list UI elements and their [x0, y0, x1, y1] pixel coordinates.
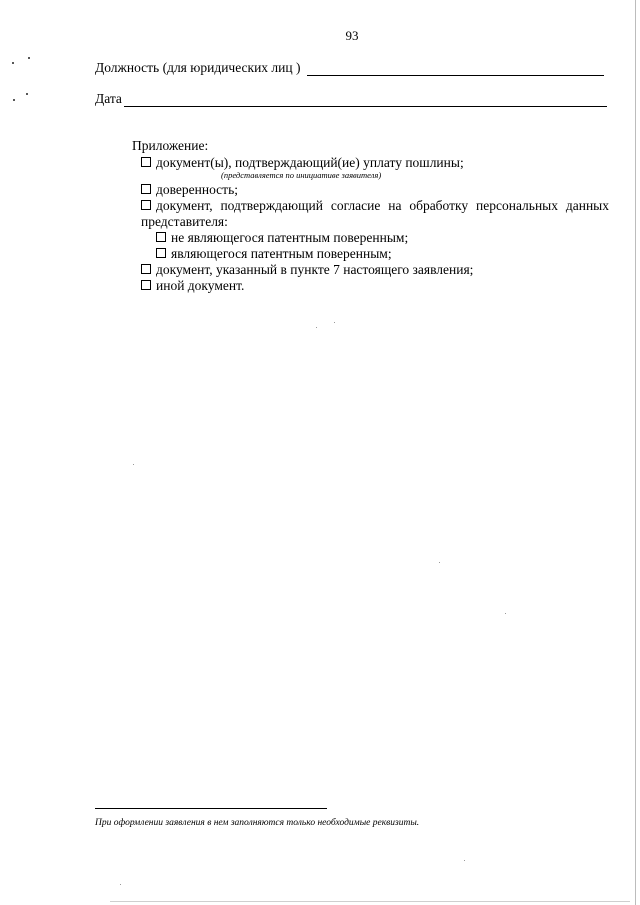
- appendix-item-label: документ, подтверждающий согласие на обработку персональных данных: [156, 198, 609, 213]
- checkbox-icon[interactable]: [156, 232, 166, 242]
- appendix: [132, 138, 609, 294]
- checkbox-icon[interactable]: [141, 184, 151, 194]
- position-field: [95, 60, 604, 76]
- checkbox-icon[interactable]: [141, 280, 151, 290]
- position-field-label: Должность (для юридических лиц ): [95, 60, 301, 75]
- appendix-item-label: не являющегося патентным поверенным;: [171, 230, 409, 245]
- scan-speck: [439, 562, 440, 563]
- page-border-right: [635, 0, 636, 905]
- footnote: При оформлении заявления в нем заполняются только необходимые реквизиты.: [95, 818, 420, 828]
- date-field: [95, 91, 607, 107]
- scan-speck: [133, 464, 134, 465]
- date-input-line[interactable]: [124, 93, 607, 107]
- position-input-line[interactable]: [307, 62, 604, 76]
- appendix-item-label: доверенность;: [156, 182, 238, 197]
- checkbox-icon[interactable]: [141, 157, 151, 167]
- appendix-item-label: документ(ы), подтверждающий(ие) уплату пошлины;: [156, 155, 464, 170]
- scan-speck: [505, 613, 506, 614]
- appendix-item-power-of-attorney: [132, 182, 609, 198]
- scan-speck: [12, 62, 14, 64]
- scan-speck: [316, 327, 317, 328]
- scan-speck: [26, 93, 28, 95]
- appendix-item-consent-document: [132, 198, 609, 214]
- appendix-item-other-document: [132, 278, 609, 294]
- appendix-item-label: иной документ.: [156, 278, 245, 293]
- appendix-item-paragraph-7-document: [132, 262, 609, 278]
- appendix-subitem-patent-attorney: [132, 246, 609, 262]
- appendix-item-note: (представляется по инициативе заявителя): [221, 170, 382, 180]
- scan-speck: [120, 884, 121, 885]
- scan-speck: [13, 99, 15, 101]
- scan-speck: [464, 860, 465, 861]
- appendix-subitem-not-patent-attorney: [132, 230, 609, 246]
- checkbox-icon[interactable]: [141, 264, 151, 274]
- footnote-rule: [95, 808, 327, 809]
- page-number: 93: [345, 28, 359, 43]
- checkbox-icon[interactable]: [141, 200, 151, 210]
- scan-speck: [28, 57, 30, 59]
- appendix-item-fee-document: [132, 155, 609, 171]
- appendix-item-consent-continuation: представителя:: [141, 214, 228, 229]
- checkbox-icon[interactable]: [156, 248, 166, 258]
- appendix-title: Приложение:: [132, 138, 209, 153]
- appendix-item-label: документ, указанный в пункте 7 настоящего заявления;: [156, 262, 474, 277]
- appendix-item-label: являющегося патентным поверенным;: [171, 246, 392, 261]
- scan-speck: [334, 322, 335, 323]
- date-field-label: Дата: [95, 91, 122, 106]
- page-border-bottom: [110, 901, 630, 902]
